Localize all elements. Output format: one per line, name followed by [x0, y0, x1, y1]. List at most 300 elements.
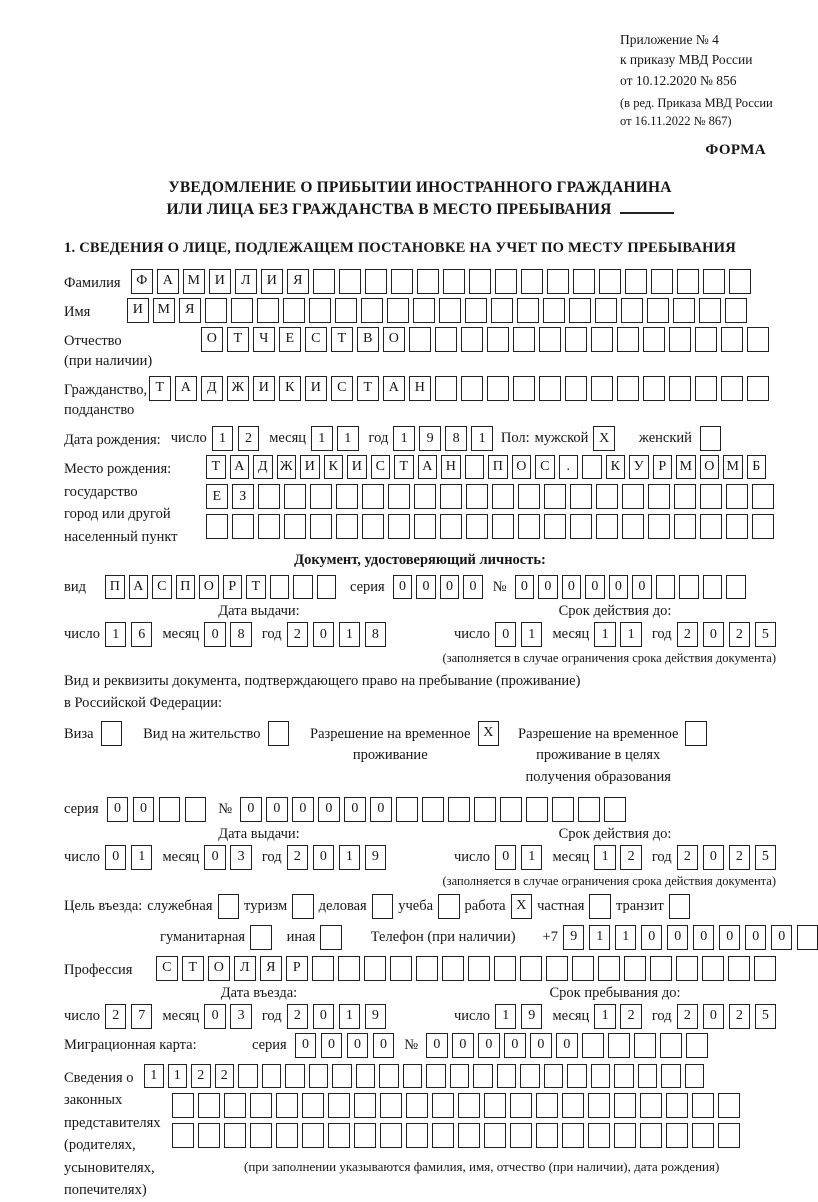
form-cell[interactable]: 0 [504, 1033, 526, 1058]
form-cell[interactable] [685, 1064, 705, 1088]
form-cell[interactable] [726, 514, 748, 539]
form-cell[interactable]: 0 [771, 925, 793, 950]
form-cell[interactable] [677, 269, 699, 294]
form-cell[interactable] [387, 298, 409, 323]
form-cell[interactable]: А [230, 455, 250, 479]
form-cell[interactable] [725, 298, 747, 323]
form-cell[interactable] [231, 298, 253, 323]
form-cell[interactable]: 0 [313, 622, 335, 647]
form-cell[interactable] [250, 925, 272, 950]
form-cell[interactable] [624, 956, 646, 981]
form-cell[interactable] [669, 894, 691, 919]
form-cell[interactable]: 0 [107, 797, 129, 822]
form-cell[interactable]: 2 [620, 1004, 642, 1029]
form-cell[interactable] [443, 269, 465, 294]
form-cell[interactable]: Ж [277, 455, 297, 479]
form-cell[interactable]: И [261, 269, 283, 294]
form-cell[interactable]: 1 [521, 622, 543, 647]
form-cell[interactable]: О [512, 455, 532, 479]
form-cell[interactable]: 1 [311, 426, 333, 451]
form-cell[interactable] [726, 484, 748, 509]
form-cell[interactable]: 5 [755, 1004, 777, 1029]
form-cell[interactable]: X [593, 426, 615, 451]
form-cell[interactable] [536, 1123, 558, 1148]
form-cell[interactable] [339, 269, 361, 294]
form-cell[interactable]: 8 [230, 622, 252, 647]
form-cell[interactable]: Р [223, 575, 243, 599]
form-cell[interactable]: 2 [729, 845, 751, 870]
form-cell[interactable] [752, 484, 774, 509]
form-cell[interactable]: 1 [594, 845, 616, 870]
form-cell[interactable]: 7 [131, 1004, 153, 1029]
form-cell[interactable]: 1 [589, 925, 611, 950]
form-cell[interactable]: Я [179, 298, 201, 323]
form-cell[interactable]: К [324, 455, 344, 479]
form-cell[interactable]: . [559, 455, 579, 479]
form-cell[interactable] [406, 1093, 428, 1118]
form-cell[interactable] [666, 1093, 688, 1118]
form-cell[interactable] [466, 484, 488, 509]
form-cell[interactable] [466, 514, 488, 539]
form-cell[interactable]: С [371, 455, 391, 479]
form-cell[interactable] [365, 269, 387, 294]
form-cell[interactable]: 0 [240, 797, 262, 822]
form-cell[interactable]: И [305, 376, 327, 401]
form-cell[interactable]: П [176, 575, 196, 599]
form-cell[interactable] [747, 327, 769, 352]
form-cell[interactable] [198, 1123, 220, 1148]
form-cell[interactable] [257, 298, 279, 323]
form-cell[interactable] [674, 484, 696, 509]
form-cell[interactable] [310, 514, 332, 539]
form-cell[interactable]: Я [260, 956, 282, 981]
form-cell[interactable]: 0 [313, 845, 335, 870]
form-cell[interactable] [206, 514, 228, 539]
form-cell[interactable]: Т [206, 455, 226, 479]
form-cell[interactable]: X [478, 721, 500, 746]
form-cell[interactable] [578, 797, 600, 822]
form-cell[interactable] [588, 1123, 610, 1148]
form-cell[interactable] [258, 484, 280, 509]
form-cell[interactable] [510, 1123, 532, 1148]
form-cell[interactable]: 0 [585, 575, 605, 599]
form-cell[interactable] [283, 298, 305, 323]
form-cell[interactable]: 2 [620, 845, 642, 870]
form-cell[interactable] [567, 1064, 587, 1088]
form-cell[interactable] [292, 894, 314, 919]
form-cell[interactable]: О [700, 455, 720, 479]
form-cell[interactable] [414, 514, 436, 539]
form-cell[interactable] [276, 1123, 298, 1148]
form-cell[interactable]: 0 [393, 575, 413, 599]
form-cell[interactable]: 0 [693, 925, 715, 950]
form-cell[interactable] [747, 376, 769, 401]
form-cell[interactable] [484, 1093, 506, 1118]
form-cell[interactable] [513, 327, 535, 352]
form-cell[interactable]: М [723, 455, 743, 479]
form-cell[interactable] [718, 1123, 740, 1148]
form-cell[interactable] [573, 269, 595, 294]
form-cell[interactable] [338, 956, 360, 981]
form-cell[interactable] [565, 376, 587, 401]
form-cell[interactable] [218, 894, 240, 919]
form-cell[interactable] [582, 455, 602, 479]
form-cell[interactable]: Р [653, 455, 673, 479]
form-cell[interactable]: П [488, 455, 508, 479]
form-cell[interactable] [388, 514, 410, 539]
form-cell[interactable] [544, 514, 566, 539]
form-cell[interactable]: М [183, 269, 205, 294]
form-cell[interactable]: 0 [515, 575, 535, 599]
form-cell[interactable] [465, 455, 485, 479]
form-cell[interactable] [622, 484, 644, 509]
form-cell[interactable] [440, 484, 462, 509]
form-cell[interactable]: Ф [131, 269, 153, 294]
form-cell[interactable]: 1 [594, 622, 616, 647]
form-cell[interactable]: 1 [495, 1004, 517, 1029]
form-cell[interactable]: Е [206, 484, 228, 509]
form-cell[interactable] [648, 484, 670, 509]
form-cell[interactable] [417, 269, 439, 294]
form-cell[interactable]: Л [235, 269, 257, 294]
form-cell[interactable] [364, 956, 386, 981]
form-cell[interactable] [565, 327, 587, 352]
form-cell[interactable]: Т [357, 376, 379, 401]
form-cell[interactable] [721, 327, 743, 352]
form-cell[interactable]: 0 [478, 1033, 500, 1058]
form-cell[interactable]: 0 [495, 622, 517, 647]
form-cell[interactable] [500, 797, 522, 822]
form-cell[interactable]: 9 [521, 1004, 543, 1029]
form-cell[interactable] [510, 1093, 532, 1118]
form-cell[interactable] [596, 484, 618, 509]
form-cell[interactable] [403, 1064, 423, 1088]
form-cell[interactable] [608, 1033, 630, 1058]
form-cell[interactable] [435, 327, 457, 352]
form-cell[interactable] [562, 1093, 584, 1118]
form-cell[interactable]: 3 [230, 1004, 252, 1029]
form-cell[interactable] [614, 1064, 634, 1088]
form-cell[interactable] [656, 575, 676, 599]
form-cell[interactable]: 1 [339, 845, 361, 870]
form-cell[interactable] [302, 1123, 324, 1148]
form-cell[interactable] [492, 484, 514, 509]
form-cell[interactable]: Е [279, 327, 301, 352]
form-cell[interactable]: 0 [703, 845, 725, 870]
form-cell[interactable] [797, 925, 818, 950]
form-cell[interactable] [335, 298, 357, 323]
form-cell[interactable]: 1 [339, 1004, 361, 1029]
form-cell[interactable]: 1 [105, 622, 127, 647]
form-cell[interactable]: 1 [131, 845, 153, 870]
form-cell[interactable] [224, 1123, 246, 1148]
form-cell[interactable] [276, 1093, 298, 1118]
form-cell[interactable]: 1 [212, 426, 234, 451]
form-cell[interactable] [391, 269, 413, 294]
form-cell[interactable] [617, 376, 639, 401]
form-cell[interactable]: 0 [641, 925, 663, 950]
form-cell[interactable] [599, 269, 621, 294]
form-cell[interactable] [469, 269, 491, 294]
form-cell[interactable]: О [199, 575, 219, 599]
form-cell[interactable] [552, 797, 574, 822]
form-cell[interactable]: 3 [230, 845, 252, 870]
form-cell[interactable] [589, 894, 611, 919]
form-cell[interactable] [497, 1064, 517, 1088]
form-cell[interactable] [413, 298, 435, 323]
form-cell[interactable]: С [305, 327, 327, 352]
form-cell[interactable]: 2 [677, 845, 699, 870]
form-cell[interactable] [604, 797, 626, 822]
form-cell[interactable] [521, 269, 543, 294]
form-cell[interactable]: Д [201, 376, 223, 401]
form-cell[interactable]: 9 [365, 1004, 387, 1029]
form-cell[interactable]: Д [253, 455, 273, 479]
form-cell[interactable] [328, 1093, 350, 1118]
form-cell[interactable] [285, 1064, 305, 1088]
form-cell[interactable] [536, 1093, 558, 1118]
form-cell[interactable] [250, 1093, 272, 1118]
form-cell[interactable] [513, 376, 535, 401]
form-cell[interactable]: Р [286, 956, 308, 981]
form-cell[interactable]: 1 [471, 426, 493, 451]
form-cell[interactable] [390, 956, 412, 981]
form-cell[interactable] [539, 327, 561, 352]
form-cell[interactable]: 0 [344, 797, 366, 822]
form-cell[interactable]: О [208, 956, 230, 981]
form-cell[interactable] [302, 1093, 324, 1118]
form-cell[interactable] [591, 376, 613, 401]
form-cell[interactable] [726, 575, 746, 599]
form-cell[interactable]: 0 [105, 845, 127, 870]
form-cell[interactable]: 1 [393, 426, 415, 451]
form-cell[interactable] [520, 956, 542, 981]
form-cell[interactable]: Т [227, 327, 249, 352]
form-cell[interactable] [332, 1064, 352, 1088]
form-cell[interactable] [614, 1093, 636, 1118]
form-cell[interactable] [721, 376, 743, 401]
form-cell[interactable] [379, 1064, 399, 1088]
form-cell[interactable]: 2 [677, 622, 699, 647]
form-cell[interactable] [685, 721, 707, 746]
form-cell[interactable]: 0 [313, 1004, 335, 1029]
form-cell[interactable]: Ж [227, 376, 249, 401]
form-cell[interactable] [562, 1123, 584, 1148]
form-cell[interactable] [380, 1123, 402, 1148]
form-cell[interactable] [617, 327, 639, 352]
form-cell[interactable]: 1 [521, 845, 543, 870]
form-cell[interactable] [634, 1033, 656, 1058]
form-cell[interactable] [422, 797, 444, 822]
form-cell[interactable] [518, 514, 540, 539]
form-cell[interactable]: С [331, 376, 353, 401]
form-cell[interactable] [250, 1123, 272, 1148]
form-cell[interactable] [669, 327, 691, 352]
form-cell[interactable] [669, 376, 691, 401]
form-cell[interactable] [284, 514, 306, 539]
form-cell[interactable] [569, 298, 591, 323]
form-cell[interactable] [543, 298, 565, 323]
form-cell[interactable] [643, 376, 665, 401]
form-cell[interactable] [461, 327, 483, 352]
form-cell[interactable]: А [383, 376, 405, 401]
form-cell[interactable] [494, 956, 516, 981]
form-cell[interactable]: 9 [563, 925, 585, 950]
form-cell[interactable] [570, 484, 592, 509]
form-cell[interactable] [622, 514, 644, 539]
form-cell[interactable]: 0 [318, 797, 340, 822]
form-cell[interactable] [313, 269, 335, 294]
form-cell[interactable] [674, 514, 696, 539]
form-cell[interactable] [435, 376, 457, 401]
form-cell[interactable] [438, 894, 460, 919]
form-cell[interactable] [666, 1123, 688, 1148]
form-cell[interactable]: С [156, 956, 178, 981]
form-cell[interactable] [354, 1123, 376, 1148]
form-cell[interactable] [461, 376, 483, 401]
form-cell[interactable]: 0 [609, 575, 629, 599]
form-cell[interactable]: И [253, 376, 275, 401]
form-cell[interactable]: Л [234, 956, 256, 981]
form-cell[interactable]: 0 [530, 1033, 552, 1058]
form-cell[interactable] [518, 484, 540, 509]
form-cell[interactable]: И [127, 298, 149, 323]
form-cell[interactable] [544, 1064, 564, 1088]
form-cell[interactable]: Ч [253, 327, 275, 352]
form-cell[interactable]: 2 [729, 622, 751, 647]
form-cell[interactable] [309, 298, 331, 323]
form-cell[interactable]: 1 [620, 622, 642, 647]
form-cell[interactable]: 5 [755, 622, 777, 647]
form-cell[interactable]: Я [287, 269, 309, 294]
form-cell[interactable] [262, 1064, 282, 1088]
form-cell[interactable]: В [357, 327, 379, 352]
form-cell[interactable] [487, 327, 509, 352]
form-cell[interactable] [320, 925, 342, 950]
form-cell[interactable] [596, 514, 618, 539]
form-cell[interactable]: 0 [703, 622, 725, 647]
form-cell[interactable] [695, 327, 717, 352]
form-cell[interactable]: 6 [131, 622, 153, 647]
form-cell[interactable]: 2 [105, 1004, 127, 1029]
form-cell[interactable] [238, 1064, 258, 1088]
form-cell[interactable]: П [105, 575, 125, 599]
form-cell[interactable] [547, 269, 569, 294]
form-cell[interactable]: 1 [339, 622, 361, 647]
form-cell[interactable] [448, 797, 470, 822]
form-cell[interactable] [198, 1093, 220, 1118]
form-cell[interactable]: 2 [287, 845, 309, 870]
form-cell[interactable]: 0 [632, 575, 652, 599]
form-cell[interactable]: Т [394, 455, 414, 479]
form-cell[interactable] [572, 956, 594, 981]
form-cell[interactable]: 0 [295, 1033, 317, 1058]
form-cell[interactable] [718, 1093, 740, 1118]
form-cell[interactable] [328, 1123, 350, 1148]
form-cell[interactable]: 9 [419, 426, 441, 451]
form-cell[interactable] [700, 484, 722, 509]
form-cell[interactable] [185, 797, 207, 822]
form-cell[interactable] [643, 327, 665, 352]
form-cell[interactable]: У [629, 455, 649, 479]
form-cell[interactable]: М [153, 298, 175, 323]
form-cell[interactable]: 0 [463, 575, 483, 599]
form-cell[interactable] [409, 327, 431, 352]
form-cell[interactable] [621, 298, 643, 323]
form-cell[interactable]: 0 [426, 1033, 448, 1058]
form-cell[interactable] [361, 298, 383, 323]
form-cell[interactable] [336, 514, 358, 539]
form-cell[interactable] [570, 514, 592, 539]
form-cell[interactable]: 8 [445, 426, 467, 451]
form-cell[interactable]: 0 [204, 1004, 226, 1029]
form-cell[interactable] [440, 514, 462, 539]
form-cell[interactable] [362, 484, 384, 509]
form-cell[interactable] [473, 1064, 493, 1088]
form-cell[interactable]: 0 [347, 1033, 369, 1058]
form-cell[interactable] [661, 1064, 681, 1088]
form-cell[interactable]: 2 [215, 1064, 235, 1088]
form-cell[interactable]: Т [331, 327, 353, 352]
form-cell[interactable]: З [232, 484, 254, 509]
form-cell[interactable]: X [511, 894, 533, 919]
form-cell[interactable]: О [201, 327, 223, 352]
form-cell[interactable]: И [347, 455, 367, 479]
form-cell[interactable] [372, 894, 394, 919]
form-cell[interactable]: 2 [287, 622, 309, 647]
form-cell[interactable]: И [209, 269, 231, 294]
form-cell[interactable] [468, 956, 490, 981]
form-cell[interactable] [380, 1093, 402, 1118]
form-cell[interactable]: А [129, 575, 149, 599]
form-cell[interactable] [539, 376, 561, 401]
form-cell[interactable] [388, 484, 410, 509]
form-cell[interactable] [651, 269, 673, 294]
form-cell[interactable]: 0 [133, 797, 155, 822]
form-cell[interactable] [442, 956, 464, 981]
form-cell[interactable] [396, 797, 418, 822]
form-cell[interactable] [270, 575, 290, 599]
form-cell[interactable] [414, 484, 436, 509]
form-cell[interactable]: 1 [168, 1064, 188, 1088]
form-cell[interactable] [640, 1123, 662, 1148]
form-cell[interactable]: 0 [266, 797, 288, 822]
form-cell[interactable] [487, 376, 509, 401]
form-cell[interactable] [695, 376, 717, 401]
form-cell[interactable] [679, 575, 699, 599]
form-cell[interactable]: 0 [495, 845, 517, 870]
form-cell[interactable] [673, 298, 695, 323]
form-cell[interactable]: 1 [144, 1064, 164, 1088]
form-cell[interactable] [650, 956, 672, 981]
form-cell[interactable] [703, 269, 725, 294]
form-cell[interactable]: 0 [538, 575, 558, 599]
form-cell[interactable] [362, 514, 384, 539]
form-cell[interactable]: Т [149, 376, 171, 401]
form-cell[interactable] [458, 1093, 480, 1118]
form-cell[interactable]: А [157, 269, 179, 294]
form-cell[interactable] [517, 298, 539, 323]
form-cell[interactable]: Т [182, 956, 204, 981]
form-cell[interactable] [159, 797, 181, 822]
form-cell[interactable] [268, 721, 290, 746]
form-cell[interactable]: 2 [238, 426, 260, 451]
form-cell[interactable] [648, 514, 670, 539]
form-cell[interactable] [172, 1123, 194, 1148]
form-cell[interactable] [754, 956, 776, 981]
form-cell[interactable]: 8 [365, 622, 387, 647]
form-cell[interactable]: 0 [370, 797, 392, 822]
